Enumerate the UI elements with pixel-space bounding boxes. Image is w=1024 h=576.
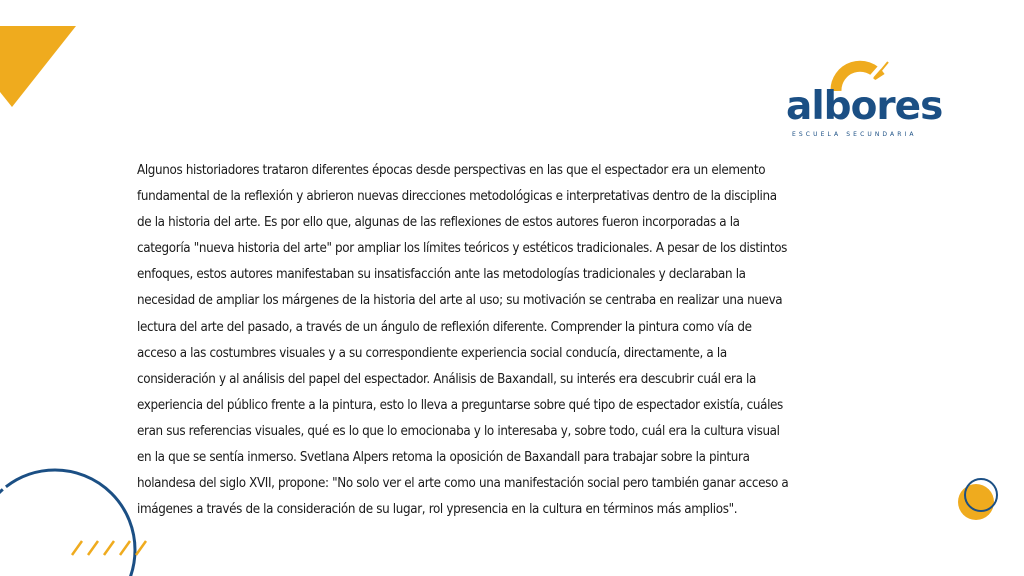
albores-logo (786, 57, 943, 142)
decorative-slashes (68, 535, 158, 559)
decorative-circles-right (948, 470, 1008, 530)
logo-wordmark: albores (786, 84, 943, 129)
logo-tagline: ESCUELA SECUNDARIA (792, 131, 917, 138)
body-paragraph: Algunos historiadores trataron diferentes épocas desde perspectivas en las que el espectador era un elemento fundamental de la reflexión y abrieron nuevas direcciones metodológicas e interpretativas dentro de la disciplina de la historia del arte. Es por ello que, algunas de las reflexiones de estos autores fueron incorporadas a la categoría "nueva historia del arte" por ampliar los límites teóricos y estéticos tradicionales. A pesar de los distintos enfoques, estos autores manifestaban su insatisfacción ante las metodologías tradicionales y declaraban la necesidad de ampliar los márgenes de la historia del arte al uso; su motivación se centraba en realizar una nueva lectura del arte del pasado, a través de un ángulo de reflexión diferente. Comprender la pintura como vía de acceso a las costumbres visuales y a su correspondiente experiencia social conducía, directamente, a la consideración y al análisis del papel del espectador. Análisis de Baxandall, su interés era descubrir cuál era la experiencia del público frente a la pintura, esto lo lleva a preguntarse sobre qué tipo de espectador existía, cuáles eran sus referencias visuales, qué es lo que lo emocionaba y lo interesaba y, sobre todo, cuál era la cultura visual en la que se sentía inmerso. Svetlana Alpers retoma la oposición de Baxandall para trabajar sobre la pintura holandesa del siglo XVII, propone: "No solo ver el arte como una manifestación social pero también ganar acceso a imágenes a través de la consideración de su lugar, rol ypresencia en la cultura en términos más amplios". (137, 163, 789, 518)
decorative-triangle-top-left (0, 0, 80, 110)
